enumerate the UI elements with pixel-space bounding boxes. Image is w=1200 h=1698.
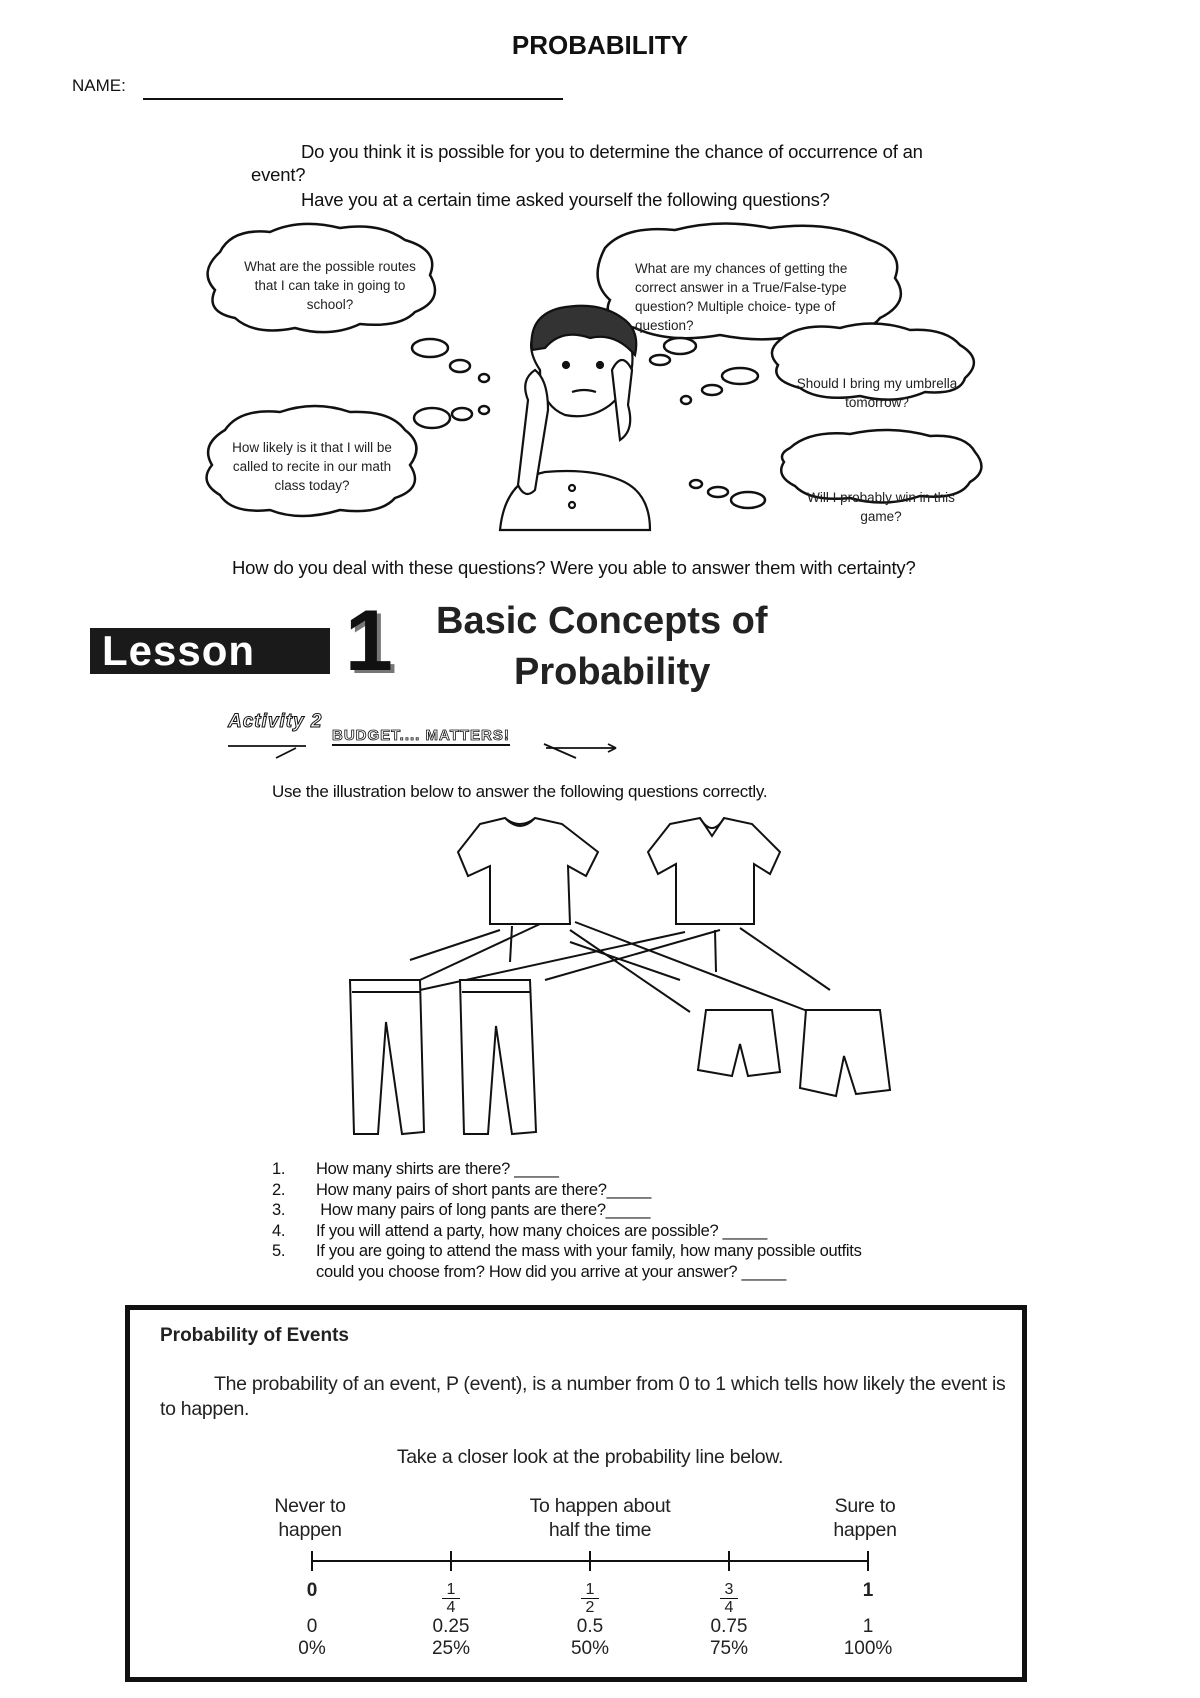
activity-instruction: Use the illustration below to answer the following questions correctly. xyxy=(272,782,768,801)
intro-question-line1: Do you think it is possible for you to determine the chance of occurrence of an xyxy=(301,141,923,162)
short-pants-icon xyxy=(698,1010,780,1076)
lesson-title xyxy=(436,596,856,698)
intro-closing: How do you deal with these questions? Were you able to answer them with certainty? xyxy=(232,557,916,578)
tick-quarter: $\frac{1}{4}$ 0.25 25% xyxy=(431,1581,471,1659)
clothing-illustration xyxy=(340,812,920,1142)
label-never: Never to happen xyxy=(274,1495,346,1541)
intro-question-line2: event? xyxy=(251,164,306,185)
long-pants-icon xyxy=(350,980,424,1134)
probability-line-prompt: Take a closer look at the probability line below. xyxy=(396,1446,784,1468)
bubble-text-3: Should I bring my umbrella tomorrow? xyxy=(796,376,958,410)
question-item: 1. How many shirts are there? _____ xyxy=(272,1160,559,1178)
tick-three-quarters: $\frac{3}{4}$ 0.75 75% xyxy=(709,1581,749,1659)
question-item: 5. If you are going to attend the mass with your family, how many possible outfits xyxy=(272,1242,862,1260)
bubble-text-4: How likely is it that I will be called to recite in our math class today? xyxy=(232,440,392,493)
lesson-number: 1 xyxy=(345,593,393,689)
bubble-text-2: What are my chances of getting the correct answer in a True/False-type question? Multiple choice- type of question? xyxy=(635,261,848,333)
activity-name: BUDGET.... MATTERS! xyxy=(332,727,510,744)
lesson-title-line2: Probability xyxy=(514,651,711,693)
name-blank-line[interactable] xyxy=(143,98,563,100)
long-pants-icon xyxy=(460,980,536,1134)
lesson-label: Lesson xyxy=(90,628,330,674)
tshirt-icon xyxy=(458,818,598,924)
tick-0: 0 0 0% xyxy=(298,1580,326,1659)
label-sure: Sure to happen xyxy=(833,1495,897,1541)
intro-question-2: Have you at a certain time asked yourself the following questions? xyxy=(301,189,830,210)
activity-tag: Activity 2 xyxy=(228,711,323,732)
activity-underline-arrows xyxy=(226,736,636,764)
name-label: NAME: xyxy=(72,76,126,95)
page-title: PROBABILITY xyxy=(511,30,689,60)
activity-questions xyxy=(272,1159,972,1282)
probability-definition: The probability of an event, P (event), is a number from 0 to 1 which tells how likely the event is to happen. xyxy=(160,1373,1006,1420)
thinking-boy-icon xyxy=(500,306,650,530)
thought-bubbles-illustration xyxy=(0,220,1200,560)
bubble-text-1: What are the possible routes that I can take in going to school? xyxy=(244,259,416,312)
label-half: To happen about half the time xyxy=(529,1495,671,1541)
question-item: 4. If you will attend a party, how many choices are possible? _____ xyxy=(272,1221,768,1240)
bubble-text-5: Will I probably win in this game? xyxy=(807,490,955,524)
short-pants-icon xyxy=(800,1010,890,1096)
tick-half: $\frac{1}{2}$ 0.5 50% xyxy=(570,1581,610,1659)
question-item: 3. How many pairs of long pants are there?_____ xyxy=(272,1201,651,1219)
box-heading: Probability of Events xyxy=(160,1325,349,1346)
question-item: 2. How many pairs of short pants are there?_____ xyxy=(272,1180,652,1199)
probability-number-line xyxy=(300,1545,880,1575)
lesson-title-line1: Basic Concepts of xyxy=(436,600,768,642)
question-item: could you choose from? How did you arrive at your answer? _____ xyxy=(316,1262,786,1281)
tick-1: 1 1 100% xyxy=(843,1580,893,1659)
